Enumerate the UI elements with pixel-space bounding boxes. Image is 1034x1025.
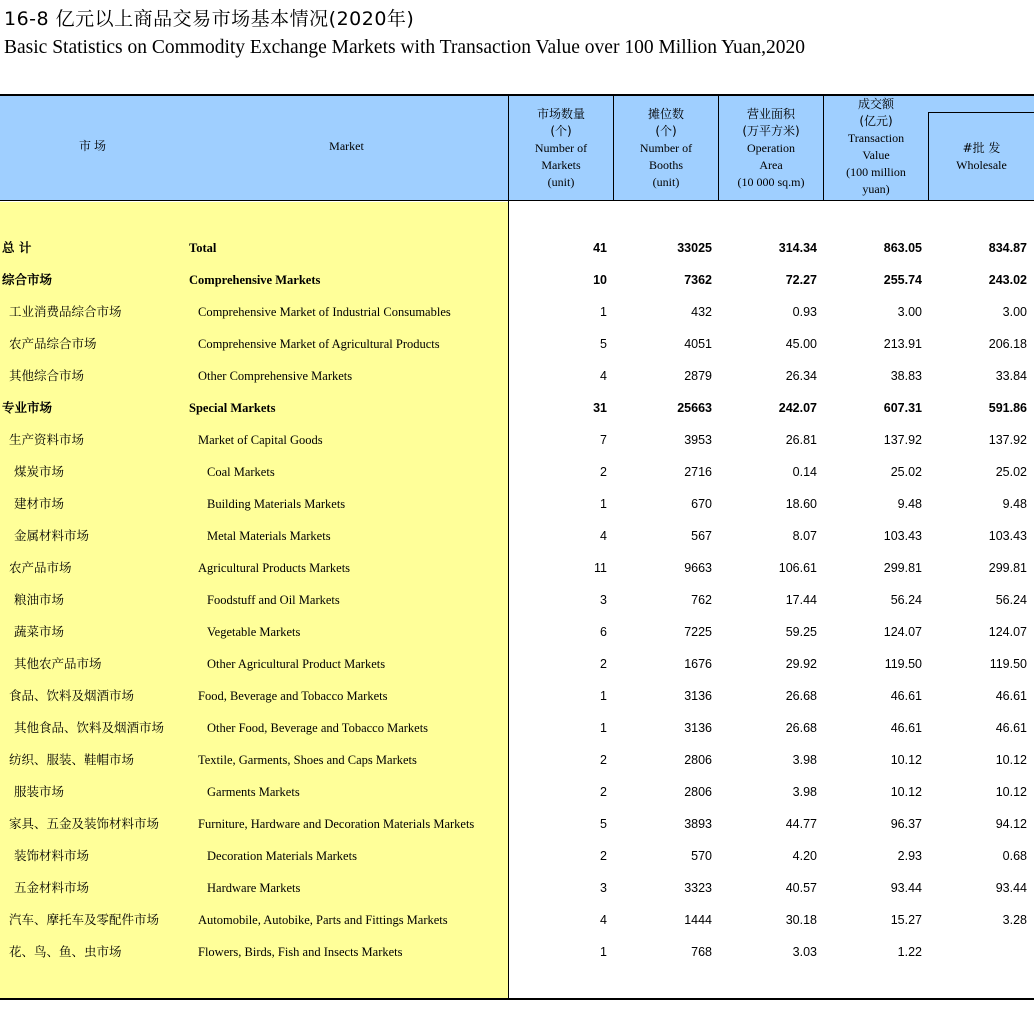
row-label-zh: 食品、饮料及烟酒市场 bbox=[9, 688, 135, 703]
transaction-value-cell: 3.00 bbox=[897, 305, 922, 319]
table-row bbox=[0, 552, 1034, 584]
operation-area-cell: 40.57 bbox=[785, 881, 817, 895]
transaction-value-cell: 213.91 bbox=[883, 337, 922, 351]
header-operation-area: 营业面积 (万平方米) Operation Area (10 000 sq.m) bbox=[737, 107, 805, 189]
table-row bbox=[0, 488, 1034, 520]
operation-area-cell: 72.27 bbox=[785, 273, 817, 287]
booths-count-cell: 762 bbox=[691, 593, 712, 607]
row-label-zh: 汽车、摩托车及零配件市场 bbox=[9, 912, 160, 927]
wholesale-value-cell: 56.24 bbox=[995, 593, 1027, 607]
transaction-value-cell: 56.24 bbox=[890, 593, 922, 607]
row-label-en: Coal Markets bbox=[207, 465, 275, 479]
row-label-en: Foodstuff and Oil Markets bbox=[207, 593, 340, 607]
row-label-en: Comprehensive Markets bbox=[189, 273, 321, 287]
row-label-en: Total bbox=[189, 241, 217, 255]
table-row bbox=[0, 744, 1034, 776]
operation-area-cell: 242.07 bbox=[778, 401, 817, 415]
operation-area-cell: 8.07 bbox=[792, 529, 817, 543]
booths-count-cell: 570 bbox=[691, 849, 712, 863]
booths-count-cell: 2716 bbox=[684, 465, 712, 479]
row-label-en: Comprehensive Market of Industrial Consumables bbox=[198, 305, 451, 319]
booths-count-cell: 768 bbox=[691, 945, 712, 959]
row-label-zh: 农产品综合市场 bbox=[9, 336, 97, 351]
row-label-zh: 蔬菜市场 bbox=[14, 624, 65, 639]
booths-count-cell: 3136 bbox=[684, 721, 712, 735]
operation-area-cell: 17.44 bbox=[785, 593, 817, 607]
markets-count-cell: 1 bbox=[600, 945, 607, 959]
row-label-zh: 煤炭市场 bbox=[14, 464, 65, 479]
row-label-zh: 花、鸟、鱼、虫市场 bbox=[9, 944, 122, 959]
row-label-en: Other Comprehensive Markets bbox=[198, 369, 353, 383]
operation-area-cell: 30.18 bbox=[785, 913, 817, 927]
booths-count-cell: 432 bbox=[691, 305, 712, 319]
markets-count-cell: 3 bbox=[600, 593, 607, 607]
wholesale-value-cell: 10.12 bbox=[995, 753, 1027, 767]
operation-area-cell: 3.98 bbox=[792, 753, 817, 767]
markets-count-cell: 1 bbox=[600, 305, 607, 319]
row-label-zh: 装饰材料市场 bbox=[14, 848, 90, 863]
transaction-value-cell: 15.27 bbox=[890, 913, 922, 927]
table-title-english: Basic Statistics on Commodity Exchange Markets with Transaction Value over 100 Million Yuan,2020 bbox=[4, 37, 806, 58]
row-label-en: Hardware Markets bbox=[207, 881, 301, 895]
row-label-en: Comprehensive Market of Agricultural Products bbox=[198, 337, 440, 351]
row-label-en: Textile, Garments, Shoes and Caps Markets bbox=[198, 753, 417, 767]
markets-count-cell: 2 bbox=[600, 753, 607, 767]
table-row bbox=[0, 232, 1034, 264]
markets-count-cell: 3 bbox=[600, 881, 607, 895]
operation-area-cell: 3.03 bbox=[792, 945, 817, 959]
row-label-zh: 金属材料市场 bbox=[14, 528, 90, 543]
table-row bbox=[0, 808, 1034, 840]
transaction-value-cell: 25.02 bbox=[890, 465, 922, 479]
table-row bbox=[0, 328, 1034, 360]
row-label-en: Special Markets bbox=[189, 401, 276, 415]
wholesale-value-cell: 137.92 bbox=[988, 433, 1027, 447]
booths-count-cell: 25663 bbox=[677, 401, 712, 415]
table-row bbox=[0, 712, 1034, 744]
header-market-zh: 市 场 bbox=[78, 139, 106, 153]
booths-count-cell: 567 bbox=[691, 529, 712, 543]
row-label-zh: 家具、五金及装饰材料市场 bbox=[9, 816, 160, 831]
table-row bbox=[0, 680, 1034, 712]
row-label-en: Other Agricultural Product Markets bbox=[207, 657, 386, 671]
transaction-value-cell: 96.37 bbox=[890, 817, 922, 831]
transaction-value-cell: 255.74 bbox=[883, 273, 922, 287]
booths-count-cell: 1676 bbox=[684, 657, 712, 671]
transaction-value-cell: 2.93 bbox=[897, 849, 922, 863]
table-row bbox=[0, 616, 1034, 648]
header-wholesale: #批 发 Wholesale bbox=[956, 141, 1007, 172]
booths-count-cell: 7225 bbox=[684, 625, 712, 639]
wholesale-value-cell: 0.68 bbox=[1002, 849, 1027, 863]
transaction-value-cell: 299.81 bbox=[883, 561, 922, 575]
markets-count-cell: 11 bbox=[594, 561, 607, 575]
transaction-value-cell: 119.50 bbox=[884, 657, 922, 671]
row-label-zh: 农产品市场 bbox=[9, 560, 72, 575]
row-label-zh: 服装市场 bbox=[14, 784, 65, 799]
operation-area-cell: 29.92 bbox=[785, 657, 817, 671]
wholesale-subheader-rule bbox=[928, 112, 1034, 113]
table-row bbox=[0, 872, 1034, 904]
markets-count-cell: 2 bbox=[600, 849, 607, 863]
booths-count-cell: 2879 bbox=[684, 369, 712, 383]
row-label-zh: 专业市场 bbox=[2, 400, 53, 415]
operation-area-cell: 26.68 bbox=[785, 721, 817, 735]
operation-area-cell: 106.61 bbox=[778, 561, 817, 575]
operation-area-cell: 4.20 bbox=[792, 849, 817, 863]
booths-count-cell: 9663 bbox=[684, 561, 712, 575]
booths-count-cell: 3136 bbox=[684, 689, 712, 703]
wholesale-value-cell: 10.12 bbox=[995, 785, 1027, 799]
wholesale-value-cell: 299.81 bbox=[988, 561, 1027, 575]
transaction-value-cell: 9.48 bbox=[897, 497, 922, 511]
row-label-zh: 其他综合市场 bbox=[9, 368, 85, 383]
wholesale-value-cell: 124.07 bbox=[988, 625, 1027, 639]
header-number-of-markets: 市场数量 (个) Number of Markets (unit) bbox=[534, 107, 588, 189]
transaction-value-cell: 10.12 bbox=[890, 785, 922, 799]
transaction-value-cell: 38.83 bbox=[890, 369, 922, 383]
row-label-en: Agricultural Products Markets bbox=[198, 561, 351, 575]
wholesale-value-cell: 591.86 bbox=[988, 401, 1027, 415]
table-row bbox=[0, 520, 1034, 552]
wholesale-value-cell: 9.48 bbox=[1002, 497, 1027, 511]
statistics-table bbox=[0, 94, 1034, 1000]
row-label-zh: 纺织、服装、鞋帽市场 bbox=[9, 752, 135, 767]
wholesale-value-cell: 25.02 bbox=[995, 465, 1027, 479]
booths-count-cell: 4051 bbox=[684, 337, 712, 351]
row-label-zh: 总 计 bbox=[2, 240, 32, 255]
row-label-en: Furniture, Hardware and Decoration Materials Markets bbox=[198, 817, 475, 831]
markets-count-cell: 7 bbox=[600, 433, 607, 447]
header-transaction-value: 成交额 (亿元) Transaction Value (100 million yuan) bbox=[846, 97, 906, 196]
row-label-zh: 建材市场 bbox=[14, 496, 65, 511]
wholesale-value-cell: 3.28 bbox=[1002, 913, 1027, 927]
transaction-value-cell: 103.43 bbox=[883, 529, 922, 543]
operation-area-cell: 45.00 bbox=[785, 337, 817, 351]
booths-count-cell: 7362 bbox=[684, 273, 712, 287]
row-label-en: Building Materials Markets bbox=[207, 497, 346, 511]
operation-area-cell: 26.81 bbox=[785, 433, 817, 447]
markets-count-cell: 4 bbox=[600, 529, 607, 543]
booths-count-cell: 3323 bbox=[684, 881, 712, 895]
row-label-en: Food, Beverage and Tobacco Markets bbox=[198, 689, 388, 703]
row-label-zh: 其他食品、饮料及烟酒市场 bbox=[14, 720, 165, 735]
table-row bbox=[0, 584, 1034, 616]
transaction-value-cell: 10.12 bbox=[890, 753, 922, 767]
wholesale-value-cell: 119.50 bbox=[989, 657, 1027, 671]
row-label-en: Other Food, Beverage and Tobacco Markets bbox=[207, 721, 429, 735]
markets-count-cell: 4 bbox=[600, 369, 607, 383]
markets-count-cell: 2 bbox=[600, 785, 607, 799]
table-row bbox=[0, 776, 1034, 808]
header-number-of-booths: 摊位数 (个) Number of Booths (unit) bbox=[639, 107, 693, 189]
markets-count-cell: 6 bbox=[600, 625, 607, 639]
wholesale-value-cell: 93.44 bbox=[995, 881, 1027, 895]
operation-area-cell: 26.68 bbox=[785, 689, 817, 703]
table-row bbox=[0, 456, 1034, 488]
operation-area-cell: 0.93 bbox=[792, 305, 817, 319]
transaction-value-cell: 93.44 bbox=[890, 881, 922, 895]
wholesale-value-cell: 243.02 bbox=[988, 273, 1027, 287]
booths-count-cell: 3893 bbox=[684, 817, 712, 831]
row-label-zh: 综合市场 bbox=[2, 272, 53, 287]
booths-count-cell: 3953 bbox=[684, 433, 712, 447]
markets-count-cell: 10 bbox=[593, 273, 607, 287]
markets-count-cell: 1 bbox=[600, 721, 607, 735]
table-row bbox=[0, 904, 1034, 936]
row-label-zh: 五金材料市场 bbox=[14, 880, 90, 895]
operation-area-cell: 44.77 bbox=[785, 817, 817, 831]
wholesale-value-cell: 834.87 bbox=[988, 241, 1027, 255]
operation-area-cell: 59.25 bbox=[785, 625, 817, 639]
transaction-value-cell: 46.61 bbox=[890, 721, 922, 735]
transaction-value-cell: 607.31 bbox=[883, 401, 922, 415]
wholesale-value-cell: 206.18 bbox=[988, 337, 1027, 351]
row-label-en: Metal Materials Markets bbox=[207, 529, 331, 543]
markets-count-cell: 2 bbox=[600, 657, 607, 671]
table-row bbox=[0, 392, 1034, 424]
header-market-en: Market bbox=[329, 139, 364, 153]
markets-count-cell: 1 bbox=[600, 497, 607, 511]
table-row bbox=[0, 936, 1034, 968]
table-row bbox=[0, 424, 1034, 456]
wholesale-value-cell: 94.12 bbox=[995, 817, 1027, 831]
wholesale-value-cell: 3.00 bbox=[1002, 305, 1027, 319]
row-label-en: Flowers, Birds, Fish and Insects Markets bbox=[198, 945, 403, 959]
row-label-en: Market of Capital Goods bbox=[198, 433, 323, 447]
row-label-en: Decoration Materials Markets bbox=[207, 849, 357, 863]
row-label-en: Automobile, Autobike, Parts and Fittings Markets bbox=[198, 913, 448, 927]
header-bottom-rule bbox=[0, 200, 1034, 201]
booths-count-cell: 33025 bbox=[677, 241, 712, 255]
operation-area-cell: 314.34 bbox=[778, 241, 817, 255]
table-title-chinese: 16-8 亿元以上商品交易市场基本情况(2020年) bbox=[4, 8, 415, 30]
wholesale-value-cell: 33.84 bbox=[995, 369, 1027, 383]
booths-count-cell: 1444 bbox=[684, 913, 712, 927]
markets-count-cell: 5 bbox=[600, 337, 607, 351]
table-row bbox=[0, 840, 1034, 872]
booths-count-cell: 2806 bbox=[684, 753, 712, 767]
booths-count-cell: 2806 bbox=[684, 785, 712, 799]
wholesale-value-cell: 46.61 bbox=[995, 721, 1027, 735]
markets-count-cell: 31 bbox=[593, 401, 607, 415]
transaction-value-cell: 863.05 bbox=[883, 241, 922, 255]
bottom-rule bbox=[0, 998, 1034, 1000]
operation-area-cell: 26.34 bbox=[785, 369, 817, 383]
row-label-en: Vegetable Markets bbox=[207, 625, 301, 639]
table-row bbox=[0, 264, 1034, 296]
row-label-zh: 其他农产品市场 bbox=[14, 656, 102, 671]
transaction-value-cell: 46.61 bbox=[890, 689, 922, 703]
table-row bbox=[0, 648, 1034, 680]
row-label-zh: 工业消费品综合市场 bbox=[9, 304, 122, 319]
transaction-value-cell: 124.07 bbox=[883, 625, 922, 639]
table-row bbox=[0, 296, 1034, 328]
markets-count-cell: 2 bbox=[600, 465, 607, 479]
operation-area-cell: 18.60 bbox=[785, 497, 817, 511]
row-label-en: Garments Markets bbox=[207, 785, 300, 799]
row-label-zh: 生产资料市场 bbox=[9, 432, 85, 447]
booths-count-cell: 670 bbox=[691, 497, 712, 511]
markets-count-cell: 41 bbox=[593, 241, 607, 255]
markets-count-cell: 1 bbox=[600, 689, 607, 703]
operation-area-cell: 0.14 bbox=[792, 465, 817, 479]
row-label-zh: 粮油市场 bbox=[14, 592, 65, 607]
operation-area-cell: 3.98 bbox=[792, 785, 817, 799]
table-row bbox=[0, 360, 1034, 392]
transaction-value-cell: 137.92 bbox=[883, 433, 922, 447]
wholesale-value-cell: 46.61 bbox=[995, 689, 1027, 703]
markets-count-cell: 5 bbox=[600, 817, 607, 831]
wholesale-value-cell: 103.43 bbox=[988, 529, 1027, 543]
markets-count-cell: 4 bbox=[600, 913, 607, 927]
transaction-value-cell: 1.22 bbox=[897, 945, 922, 959]
